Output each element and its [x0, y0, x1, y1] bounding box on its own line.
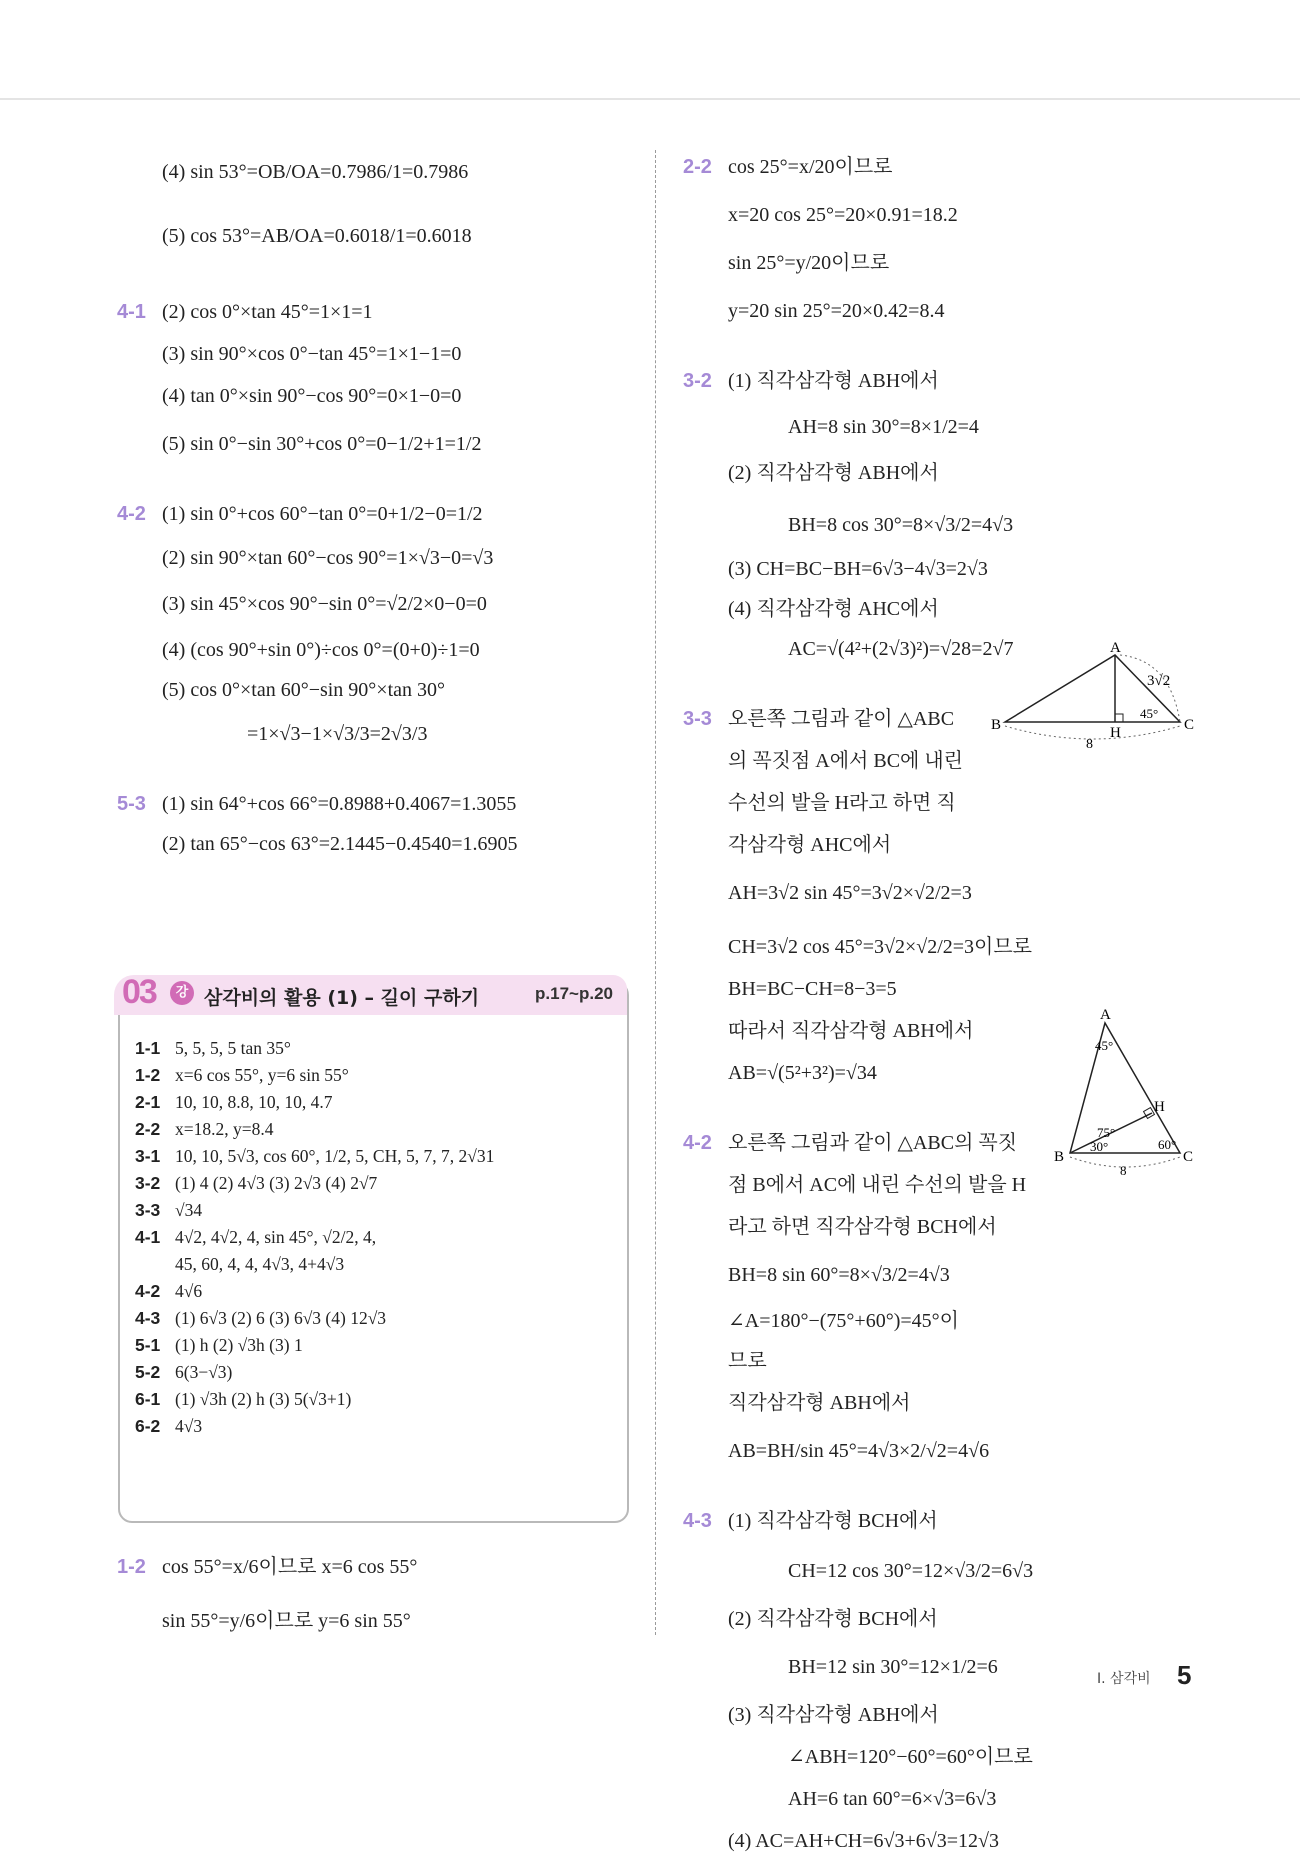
answer-row — [135, 1089, 494, 1116]
solution-text: (4) (cos 90°+sin 0°)÷cos 0°=(0+0)÷1=0 — [162, 639, 480, 661]
solution-line — [683, 1607, 1283, 1631]
answer-label: 6-1 — [135, 1389, 161, 1409]
solution-line — [683, 1391, 1283, 1415]
solution-text: 수선의 발을 H라고 하면 직 — [728, 792, 956, 814]
answer-row — [135, 1386, 494, 1413]
solution-text: AH=8 sin 30°=8×1/2=4 — [788, 416, 979, 438]
header-rule — [0, 98, 1300, 100]
solution-line — [117, 432, 637, 456]
figure2-base: 8 — [1120, 1163, 1127, 1177]
solution-text: CH=3√2 cos 45°=3√2×√2/2=3이므로 — [728, 936, 1033, 958]
answer-label: 3-3 — [135, 1200, 161, 1220]
solution-line — [117, 384, 637, 408]
answer-row — [135, 1413, 494, 1440]
problem-label: 4-2 — [683, 1132, 712, 1154]
answer-row — [135, 1143, 494, 1170]
answer-label: 4-2 — [135, 1281, 161, 1301]
solution-text: (2) 직각삼각형 ABH에서 — [728, 462, 939, 484]
solution-line — [683, 1787, 1283, 1811]
problem-label: 4-3 — [683, 1510, 712, 1532]
figure2-label-c: C — [1183, 1149, 1194, 1165]
solution-line — [683, 1745, 1283, 1769]
answer-list — [135, 1035, 494, 1440]
solution-text: 오른쪽 그림과 같이 △ABC의 꼭짓 — [728, 1132, 1018, 1154]
answer-row — [135, 1251, 494, 1278]
answer-text: 4√2, 4√2, 4, sin 45°, √2/2, 4, — [175, 1227, 377, 1247]
solution-line — [117, 1609, 637, 1633]
solution-text: 따라서 직각삼각형 ABH에서 — [728, 1020, 974, 1042]
answer-text: x=18.2, y=8.4 — [175, 1119, 274, 1139]
answer-text: 6(3−√3) — [175, 1362, 233, 1382]
problem-label: 4-1 — [117, 301, 146, 323]
solution-line — [117, 792, 637, 816]
figure1-label-c: C — [1184, 717, 1195, 733]
solution-line — [683, 461, 1283, 485]
answer-text: (1) √3h (2) h (3) 5(√3+1) — [175, 1389, 352, 1409]
solution-line — [683, 369, 1283, 393]
answer-label: 3-2 — [135, 1173, 161, 1193]
problem-label: 1-2 — [117, 1556, 146, 1578]
solution-text: (3) CH=BC−BH=6√3−4√3=2√3 — [728, 558, 988, 580]
answer-text: 45, 60, 4, 4, 4√3, 4+4√3 — [175, 1254, 345, 1274]
answer-label: 4-3 — [135, 1308, 161, 1328]
triangle-figure-3-3 — [985, 640, 1200, 755]
solution-text: CH=12 cos 30°=12×√3/2=6√3 — [788, 1560, 1034, 1582]
solution-text: (4) sin 53°=OB/OA=0.7986/1=0.7986 — [162, 161, 469, 183]
solution-text: (3) 직각삼각형 ABH에서 — [728, 1704, 939, 1726]
solution-text: sin 25°=y/20이므로 — [728, 252, 890, 274]
answer-text: 4√6 — [175, 1281, 203, 1301]
lesson-title: 삼각비의 활용 (1) – 길이 구하기 — [204, 987, 480, 1009]
solution-line — [683, 1439, 1283, 1463]
problem-label: 5-3 — [117, 793, 146, 815]
solution-line — [683, 155, 1283, 179]
solution-text: ∠ABH=120°−60°=60°이므로 — [788, 1746, 1033, 1768]
solution-text: AH=6 tan 60°=6×√3=6√3 — [788, 1788, 997, 1810]
figure1-base: 8 — [1086, 737, 1093, 752]
figure2-label-a: A — [1100, 1007, 1111, 1023]
chapter-label: I. 삼각비 — [1097, 1671, 1151, 1687]
solution-line — [117, 224, 637, 248]
solution-text: 각삼각형 AHC에서 — [728, 834, 892, 856]
solution-text: BH=BC−CH=8−3=5 — [728, 978, 897, 1000]
solution-line — [117, 502, 637, 526]
answer-label: 6-2 — [135, 1416, 161, 1436]
solution-line — [683, 1509, 1283, 1533]
right-column — [683, 155, 1283, 1853]
solution-text: ∠A=180°−(75°+60°)=45°이 — [728, 1310, 959, 1332]
solution-text: (1) 직각삼각형 ABH에서 — [728, 370, 939, 392]
solution-line — [683, 1655, 1283, 1679]
solution-text: 오른쪽 그림과 같이 △ABC — [728, 708, 955, 730]
problem-label: 3-3 — [683, 708, 712, 730]
answer-text: 4√3 — [175, 1416, 203, 1436]
answer-label: 5-2 — [135, 1362, 161, 1382]
solution-text: AC=√(4²+(2√3)²)=√28=2√7 — [788, 638, 1014, 660]
figure2-angle-75: 75° — [1097, 1125, 1116, 1140]
solution-text: =1×√3−1×√3/3=2√3/3 — [247, 723, 428, 745]
answer-label: 1-1 — [135, 1038, 161, 1058]
page-number: 5 — [1177, 1660, 1192, 1690]
answer-row — [135, 1305, 494, 1332]
lesson-number: 03 — [122, 973, 156, 1011]
solution-line — [117, 300, 637, 324]
solution-line — [117, 678, 637, 702]
answer-row — [135, 1197, 494, 1224]
solution-text: (2) cos 0°×tan 45°=1×1=1 — [162, 301, 373, 323]
answer-row — [135, 1332, 494, 1359]
solution-text: (5) sin 0°−sin 30°+cos 0°=0−1/2+1=1/2 — [162, 433, 482, 455]
solution-line — [117, 1555, 637, 1579]
problem-label: 4-2 — [117, 503, 146, 525]
answer-text: 10, 10, 5√3, cos 60°, 1/2, 5, CH, 5, 7, 7, 2√31 — [175, 1146, 495, 1166]
answer-row — [135, 1170, 494, 1197]
figure2-label-b: B — [1054, 1149, 1065, 1165]
solution-text: (5) cos 0°×tan 60°−sin 90°×tan 30° — [162, 679, 446, 701]
solution-text: 므로 — [728, 1350, 767, 1372]
solution-text: cos 25°=x/20이므로 — [728, 156, 893, 178]
solution-line — [683, 299, 1283, 323]
solution-line — [683, 1703, 1283, 1727]
solution-text: (1) sin 0°+cos 60°−tan 0°=0+1/2−0=1/2 — [162, 503, 483, 525]
box-header — [114, 975, 627, 1015]
solution-line — [683, 557, 1283, 581]
answer-label: 1-2 — [135, 1065, 161, 1085]
figure2-angle-a: 45° — [1095, 1038, 1114, 1053]
solution-text: BH=8 cos 30°=8×√3/2=4√3 — [788, 514, 1014, 536]
solution-line — [117, 592, 637, 616]
figure1-angle: 45° — [1140, 706, 1159, 721]
solution-text: sin 55°=y/6이므로 y=6 sin 55° — [162, 1610, 411, 1632]
solution-text: (2) 직각삼각형 BCH에서 — [728, 1608, 938, 1630]
solution-text: (4) 직각삼각형 AHC에서 — [728, 598, 939, 620]
solution-text: AH=3√2 sin 45°=3√2×√2/2=3 — [728, 882, 972, 904]
solution-text: (2) sin 90°×tan 60°−cos 90°=1×√3−0=√3 — [162, 547, 494, 569]
answer-label: 5-1 — [135, 1335, 161, 1355]
answer-row — [135, 1278, 494, 1305]
solution-line — [117, 722, 637, 746]
figure2-angle-c: 60° — [1158, 1137, 1177, 1152]
answer-summary-box — [118, 973, 629, 1523]
page-range: p.17~p.20 — [535, 984, 613, 1003]
solution-text: cos 55°=x/6이므로 x=6 cos 55° — [162, 1556, 418, 1578]
solution-text: (5) cos 53°=AB/OA=0.6018/1=0.6018 — [162, 225, 472, 247]
answer-text: √34 — [175, 1200, 203, 1220]
solution-line — [683, 1309, 1283, 1333]
solution-line — [683, 935, 1283, 959]
solution-line — [683, 833, 1283, 857]
answer-label: 2-1 — [135, 1092, 161, 1112]
answer-row — [135, 1224, 494, 1251]
answer-label: 3-1 — [135, 1146, 161, 1166]
answer-text: (1) h (2) √3h (3) 1 — [175, 1335, 303, 1355]
solution-text: 직각삼각형 ABH에서 — [728, 1392, 911, 1414]
answer-label: 2-2 — [135, 1119, 161, 1139]
solution-line — [683, 791, 1283, 815]
solution-line — [117, 160, 637, 184]
answer-text: x=6 cos 55°, y=6 sin 55° — [175, 1065, 349, 1085]
solution-text: x=20 cos 25°=20×0.91=18.2 — [728, 204, 958, 226]
solution-line — [683, 1829, 1283, 1853]
solution-line — [683, 1263, 1283, 1287]
solution-text: 점 B에서 AC에 내린 수선의 발을 H — [728, 1174, 1027, 1196]
solution-line — [683, 203, 1283, 227]
figure2-angle-30: 30° — [1090, 1139, 1109, 1154]
solution-text: (2) tan 65°−cos 63°=2.1445−0.4540=1.6905 — [162, 833, 518, 855]
answer-label: 4-1 — [135, 1227, 161, 1247]
solution-text: (4) AC=AH+CH=6√3+6√3=12√3 — [728, 1830, 999, 1852]
column-divider — [655, 150, 656, 1635]
solution-text: BH=12 sin 30°=12×1/2=6 — [788, 1656, 998, 1678]
solution-line — [683, 977, 1283, 1001]
solution-text: (3) sin 90°×cos 0°−tan 45°=1×1−1=0 — [162, 343, 462, 365]
problem-label: 2-2 — [683, 156, 712, 178]
left-column — [117, 160, 637, 856]
solution-line — [117, 638, 637, 662]
answer-text: 10, 10, 8.8, 10, 10, 4.7 — [175, 1092, 333, 1112]
solution-line — [117, 342, 637, 366]
solution-line — [683, 597, 1283, 621]
solution-text: AB=BH/sin 45°=4√3×2/√2=4√6 — [728, 1440, 990, 1462]
solution-text: 의 꼭짓점 A에서 BC에 내린 — [728, 750, 964, 772]
triangle-figure-4-2 — [1050, 1005, 1200, 1177]
answer-row — [135, 1359, 494, 1386]
lesson-badge: 강 — [170, 981, 194, 1005]
answer-text: (1) 6√3 (2) 6 (3) 6√3 (4) 12√3 — [175, 1308, 387, 1328]
figure2-label-h: H — [1154, 1099, 1165, 1115]
solution-line — [683, 881, 1283, 905]
solution-text: BH=8 sin 60°=8×√3/2=4√3 — [728, 1264, 950, 1286]
solution-line — [683, 513, 1283, 537]
figure1-label-h: H — [1110, 725, 1121, 741]
solution-line — [117, 546, 637, 570]
problem-label: 3-2 — [683, 370, 712, 392]
answer-row — [135, 1035, 494, 1062]
figure1-side-length: 3√2 — [1147, 673, 1171, 689]
solution-line — [683, 1349, 1283, 1373]
answer-text: (1) 4 (2) 4√3 (3) 2√3 (4) 2√7 — [175, 1173, 378, 1193]
solution-text: (4) tan 0°×sin 90°−cos 90°=0×1−0=0 — [162, 385, 462, 407]
solution-text: AB=√(5²+3²)=√34 — [728, 1062, 877, 1084]
answer-row — [135, 1062, 494, 1089]
solution-line — [683, 1559, 1283, 1583]
solution-line — [117, 832, 637, 856]
answer-row — [135, 1116, 494, 1143]
answer-text: 5, 5, 5, 5 tan 35° — [175, 1038, 291, 1058]
figure1-label-b: B — [991, 717, 1002, 733]
solution-text: (3) sin 45°×cos 90°−sin 0°=√2/2×0−0=0 — [162, 593, 487, 615]
solution-line — [683, 251, 1283, 275]
figure1-label-a: A — [1110, 640, 1121, 656]
solution-text: 라고 하면 직각삼각형 BCH에서 — [728, 1216, 997, 1238]
solution-text: (1) sin 64°+cos 66°=0.8988+0.4067=1.3055 — [162, 793, 517, 815]
left-bottom-section — [117, 1555, 637, 1633]
solution-text: y=20 sin 25°=20×0.42=8.4 — [728, 300, 945, 322]
solution-text: (1) 직각삼각형 BCH에서 — [728, 1510, 938, 1532]
solution-line — [683, 1215, 1283, 1239]
solution-line — [683, 415, 1283, 439]
